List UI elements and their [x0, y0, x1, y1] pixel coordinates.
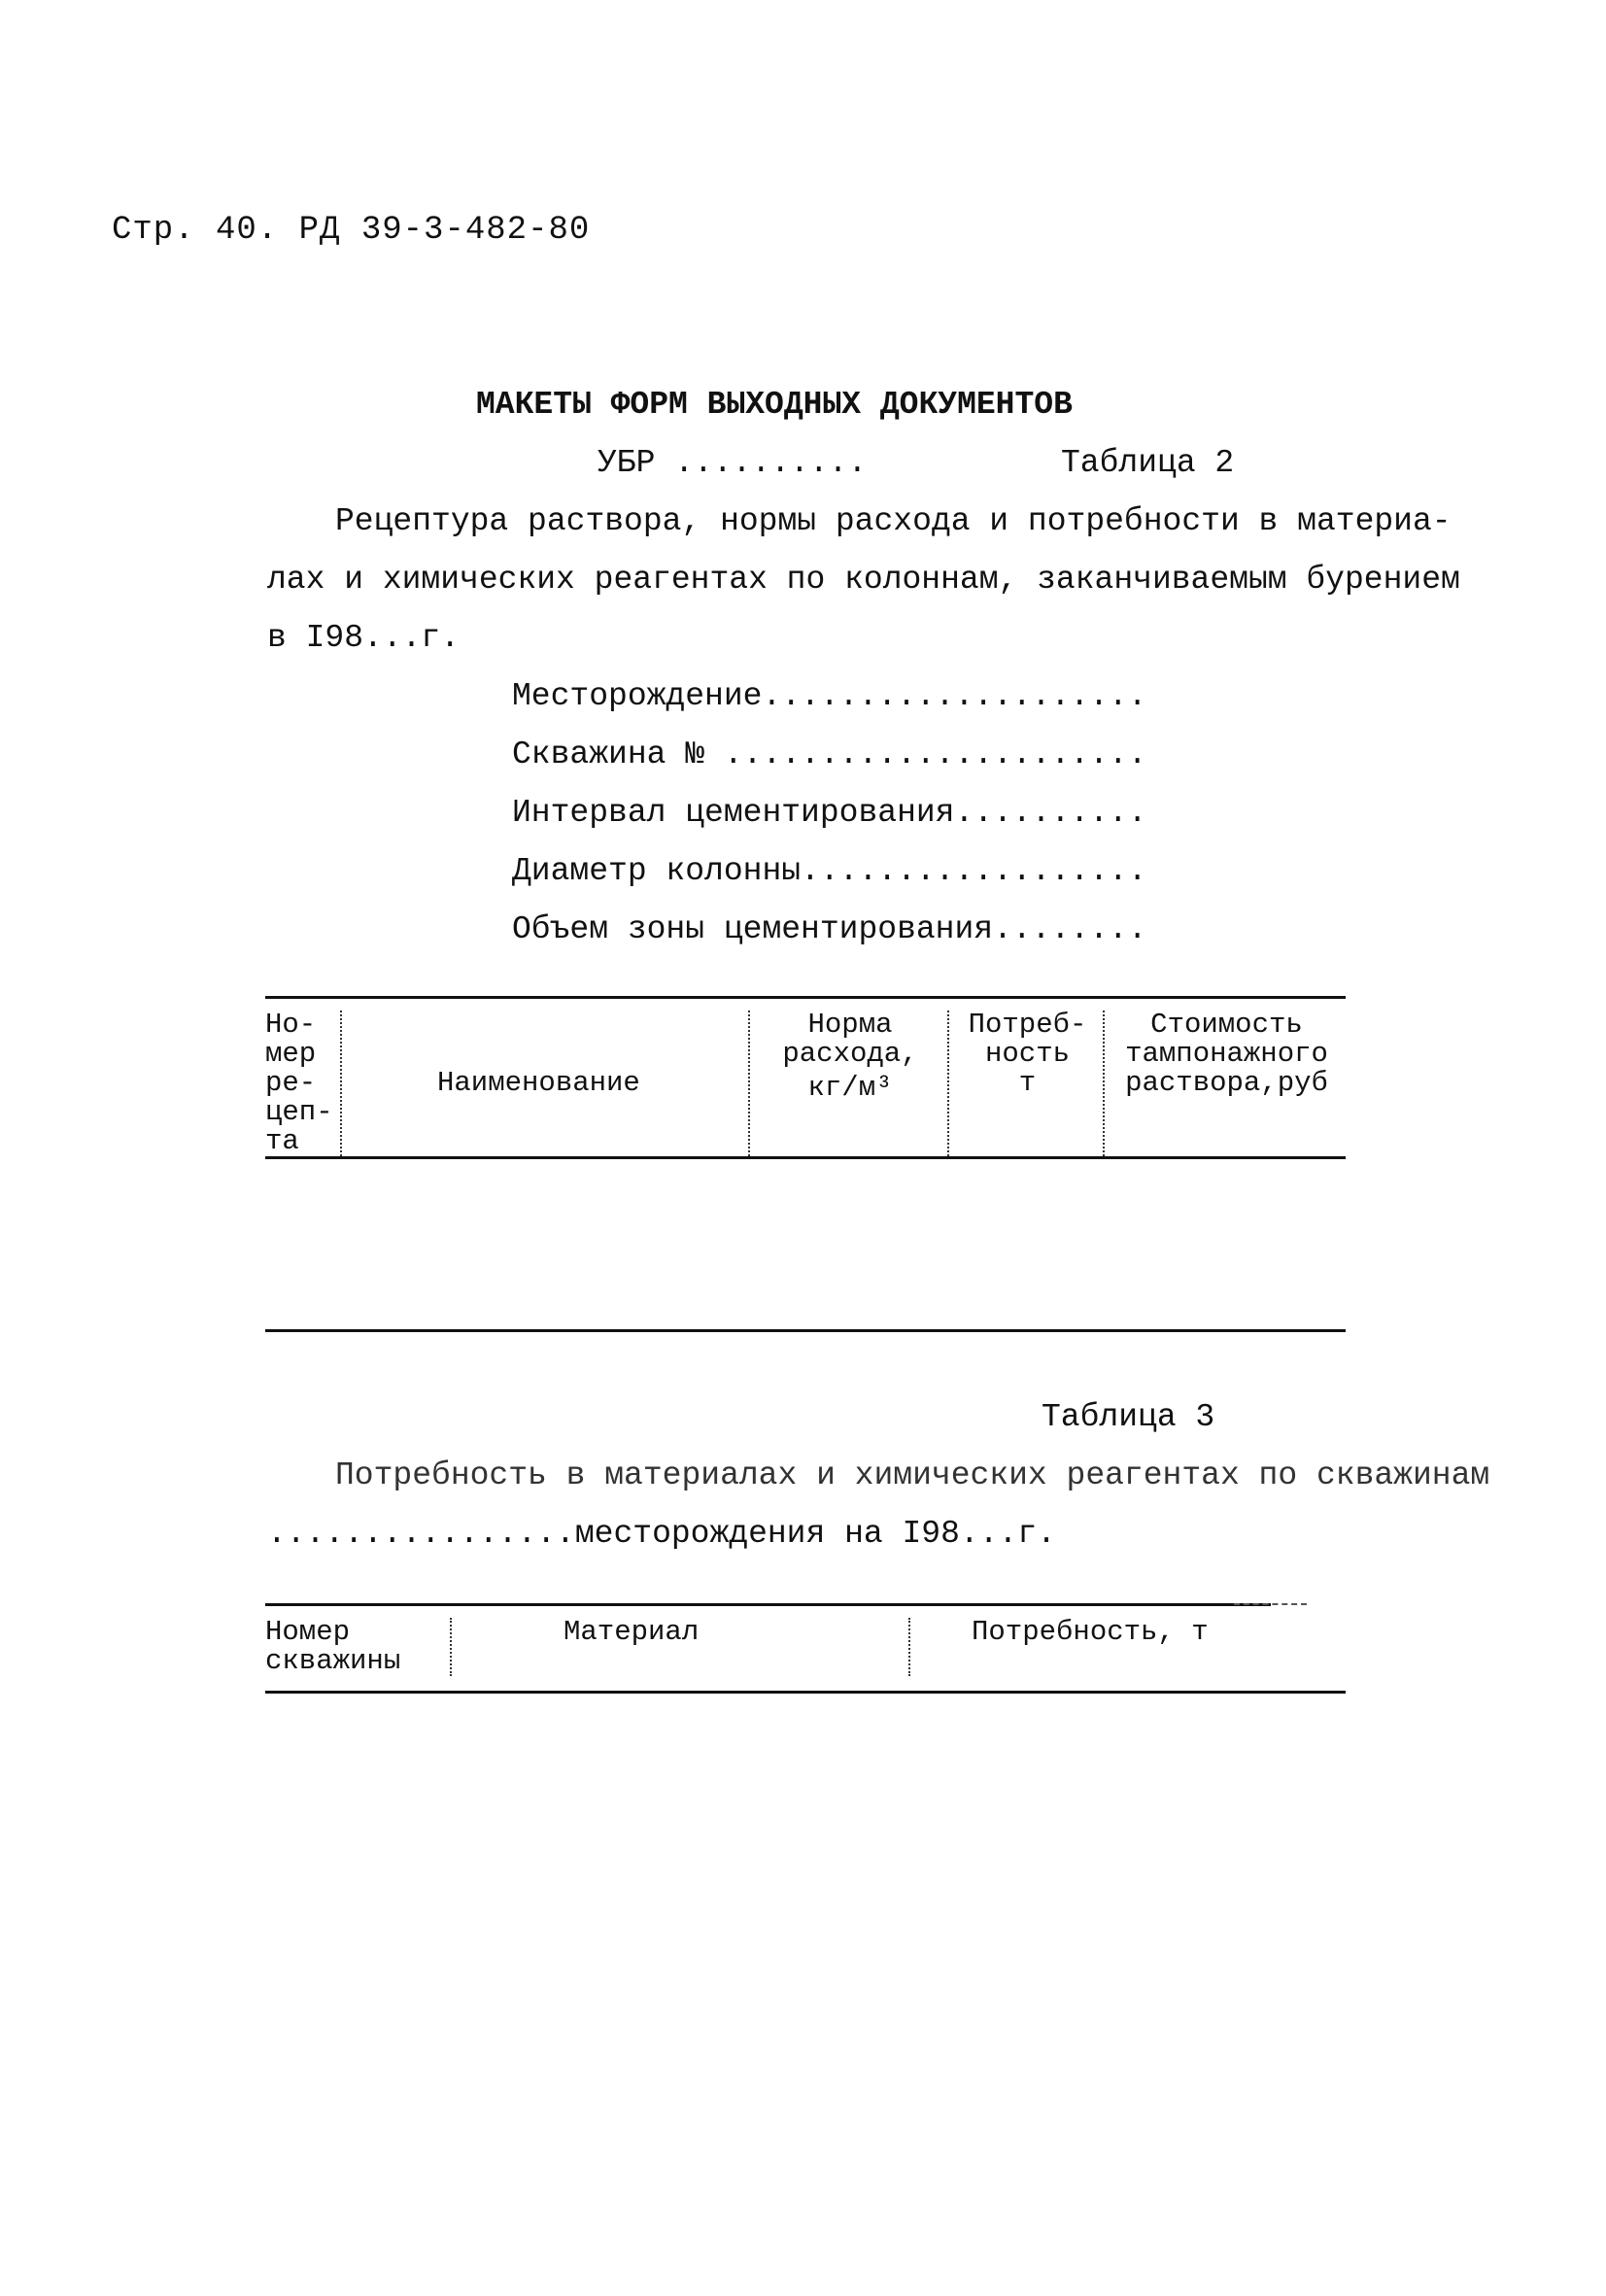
- document-title: МАКЕТЫ ФОРМ ВЫХОДНЫХ ДОКУМЕНТОВ: [476, 387, 1073, 423]
- org-line: УБР ..........: [598, 445, 868, 481]
- table3-top-rule: [265, 1603, 1271, 1606]
- table2-col4-line3: т: [1018, 1067, 1037, 1099]
- table2-sep1: [340, 1011, 342, 1156]
- table3-sep1: [450, 1618, 452, 1676]
- table2-col4-line1: Потреб-: [968, 1009, 1087, 1041]
- table2-col1-line2: мер: [265, 1038, 317, 1070]
- table3-top-rule-tail: [1234, 1603, 1307, 1605]
- table3-col1-line1: Номер: [265, 1616, 351, 1648]
- table3-desc-line2: ................месторождения на I98...г.: [267, 1516, 1056, 1552]
- table3-col3-header: Потребность, т: [972, 1616, 1209, 1648]
- table2-col1-line1: Но-: [265, 1009, 317, 1041]
- table2-col1-line3: ре-: [265, 1067, 317, 1099]
- table3-col1-line2: скважины: [265, 1645, 401, 1677]
- table2-sep3: [947, 1011, 949, 1156]
- table2-label: Таблица 2: [1061, 445, 1235, 481]
- field-well-number: Скважина № ......................: [512, 737, 1147, 772]
- field-cementing-interval: Интервал цементирования..........: [512, 795, 1147, 831]
- table2-col1-line4: цеп-: [265, 1096, 333, 1128]
- table3-header-bottom-rule: [265, 1691, 1346, 1694]
- table2-top-rule: [265, 996, 1346, 999]
- table2-col4-line2: ность: [984, 1038, 1070, 1070]
- table2-col1-line5: та: [265, 1125, 299, 1157]
- field-deposit: Месторождение....................: [512, 678, 1147, 714]
- table3-label: Таблица 3: [1042, 1399, 1215, 1435]
- table2-desc-line2: лах и химических реагентах по колоннам, заканчиваемым бурением: [267, 562, 1460, 598]
- field-casing-diameter: Диаметр колонны..................: [512, 853, 1147, 889]
- table2-header-bottom-rule: [265, 1156, 1346, 1159]
- table3-sep2: [908, 1618, 910, 1676]
- table2-col3-line1: Норма: [807, 1009, 893, 1041]
- table2-sep2: [748, 1011, 750, 1156]
- table2-desc-line1: Рецептура раствора, нормы расхода и потребности в материа-: [335, 503, 1452, 539]
- table2-end-rule: [265, 1329, 1346, 1332]
- table2-col2-header: Наименование: [437, 1067, 640, 1099]
- table2-col5-line2: тампонажного: [1125, 1038, 1328, 1070]
- table3-desc-line1: Потребность в материалах и химических реагентах по скважинам: [335, 1457, 1490, 1493]
- table3-col2-header: Материал: [564, 1616, 700, 1648]
- table2-col5-line3: раствора,руб: [1125, 1067, 1328, 1099]
- field-cementing-volume: Объем зоны цементирования........: [512, 911, 1147, 947]
- table2-col3-line2: расхода,: [782, 1038, 918, 1070]
- table2-col5-line1: Стоимость: [1150, 1009, 1303, 1041]
- table2-desc-line3: в I98...г.: [267, 620, 461, 656]
- table2-col3-line3: кг/м³: [807, 1072, 893, 1104]
- table2-sep4: [1103, 1011, 1105, 1156]
- page-header: Стр. 40. РД 39-3-482-80: [112, 212, 591, 249]
